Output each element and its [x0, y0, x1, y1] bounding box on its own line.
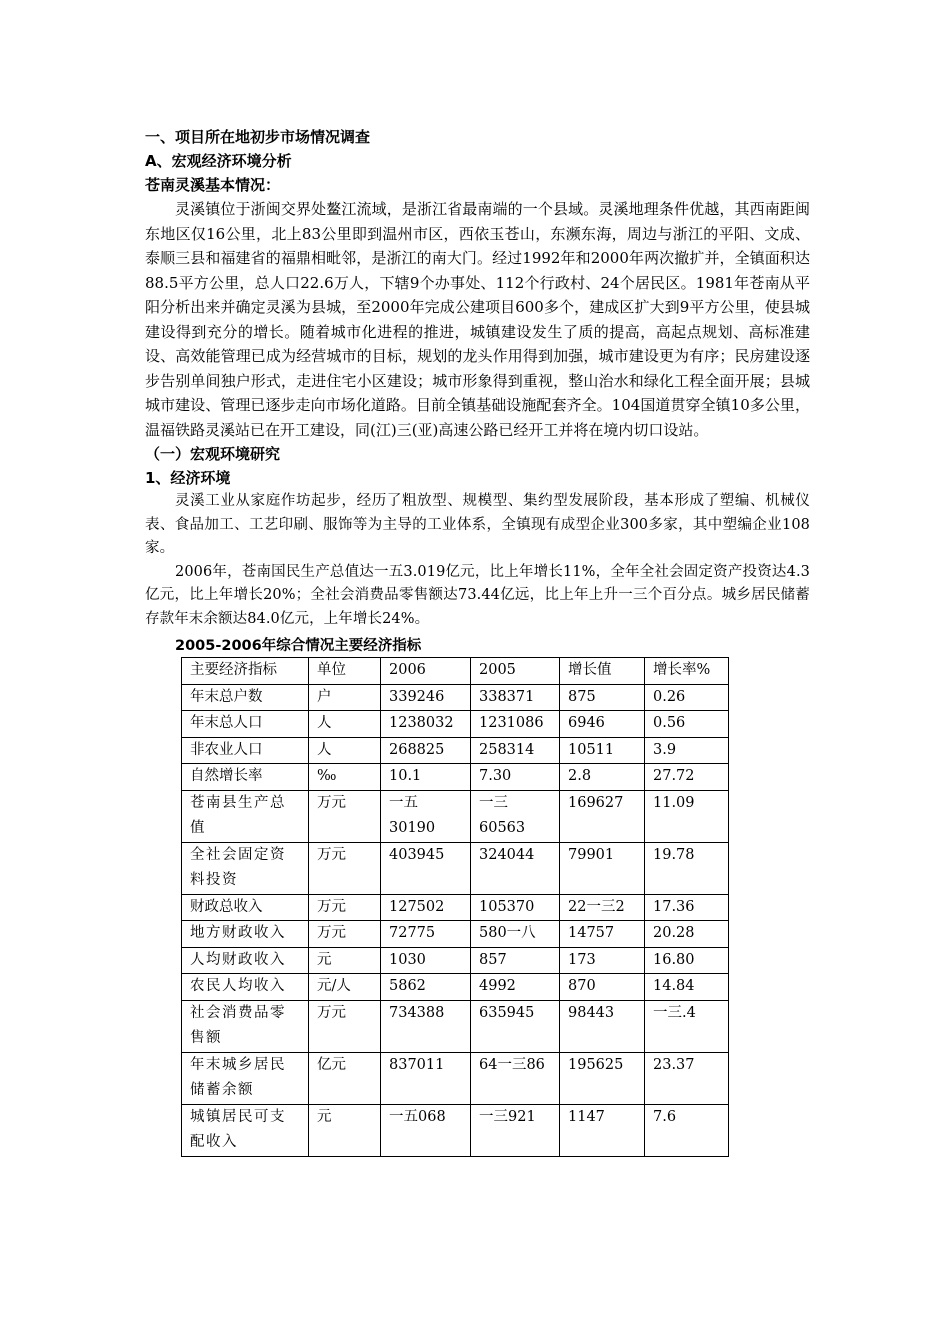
- table-cell: 127502: [381, 894, 471, 921]
- table-cell: 1238032: [381, 711, 471, 738]
- table-cell: 72775: [381, 921, 471, 948]
- table-cell: 11.09: [645, 790, 729, 842]
- table-cell: 195625: [560, 1052, 645, 1104]
- table-cell: 870: [560, 974, 645, 1001]
- table-cell: 万元: [309, 842, 381, 894]
- table-cell: 一五30190: [381, 790, 471, 842]
- table-cell: 635945: [471, 1000, 560, 1052]
- table-row: [182, 921, 729, 948]
- table-cell: 734388: [381, 1000, 471, 1052]
- table-cell: 人均财政收入: [182, 947, 309, 974]
- table-cell: 财政总收入: [182, 894, 309, 921]
- table-header-cell: 增长值: [560, 658, 645, 685]
- table-cell: 0.56: [645, 711, 729, 738]
- table-cell: 农民人均收入: [182, 974, 309, 1001]
- table-row: [182, 974, 729, 1001]
- table-cell: 万元: [309, 790, 381, 842]
- table-cell: ‰: [309, 764, 381, 791]
- table-cell: 23.37: [645, 1052, 729, 1104]
- table-row: [182, 947, 729, 974]
- table-cell: 27.72: [645, 764, 729, 791]
- table-cell: 社会消费品零售额: [182, 1000, 309, 1052]
- table-cell: 4992: [471, 974, 560, 1001]
- table-header-row: [182, 658, 729, 685]
- table-cell: 一三.4: [645, 1000, 729, 1052]
- table-cell: 7.30: [471, 764, 560, 791]
- table-cell: 0.26: [645, 684, 729, 711]
- table-header-cell: 主要经济指标: [182, 658, 309, 685]
- table-header-cell: 单位: [309, 658, 381, 685]
- table-cell: 105370: [471, 894, 560, 921]
- table-cell: 1147: [560, 1104, 645, 1156]
- table-cell: 857: [471, 947, 560, 974]
- table-cell: 10.1: [381, 764, 471, 791]
- table-cell: 户: [309, 684, 381, 711]
- table-cell: 亿元: [309, 1052, 381, 1104]
- table-cell: 一三60563: [471, 790, 560, 842]
- table-cell: 元/人: [309, 974, 381, 1001]
- table-cell: 自然增长率: [182, 764, 309, 791]
- table-cell: 875: [560, 684, 645, 711]
- table-header-cell: 2005: [471, 658, 560, 685]
- table-cell: 98443: [560, 1000, 645, 1052]
- intro-paragraph: 灵溪镇位于浙闽交界处鳌江流域，是浙江省最南端的一个县域。灵溪地理条件优越，其西南距闽东地区仅16公里，北上83公里即到温州市区，西依玉苍山，东濒东海，周边与浙江的平阳、文成、泰顺三县和福建省的福鼎相毗邻，是浙江的南大门。经过1992年和2000年两次撤扩并，全镇面积达88.5平方公里，总人口22.6万人，下辖9个办事处、112个行政村、24个居民区。1981年苍南从平阳分析出来并确定灵溪为县城，至2000年完成公建项目600多个，建成区扩大到9平方公里，使县城建设得到充分的增长。随着城市化进程的推进，城镇建设发生了质的提高，高起点规划、高标准建设、高效能管理已成为经营城市的目标，规划的龙头作用得到加强，城市建设更为有序；民房建设逐步告别单间独户形式，走进住宅小区建设；城市形象得到重视，整山治水和绿化工程全面开展；县城城市建设、管理已逐步走向市场化道路。目前全镇基础设施配套齐全。104国道贯穿全镇10多公里，温福铁路灵溪站已在开工建设，同(江)三(亚)高速公路已经开工并将在境内切口设站。: [145, 200, 810, 439]
- table-row: [182, 764, 729, 791]
- table-cell: 169627: [560, 790, 645, 842]
- table-row: [182, 842, 729, 894]
- table-caption: 2005-2006年综合情况主要经济指标: [175, 638, 422, 654]
- table-cell: 城镇居民可支配收入: [182, 1104, 309, 1156]
- table-row: [182, 684, 729, 711]
- table-cell: 非农业人口: [182, 737, 309, 764]
- table-cell: 20.28: [645, 921, 729, 948]
- table-cell: 16.80: [645, 947, 729, 974]
- table-cell: 14757: [560, 921, 645, 948]
- table-row: [182, 737, 729, 764]
- table-cell: 地方财政收入: [182, 921, 309, 948]
- table-cell: 人: [309, 711, 381, 738]
- table-cell: 403945: [381, 842, 471, 894]
- table-cell: 19.78: [645, 842, 729, 894]
- table-cell: 年末总户数: [182, 684, 309, 711]
- table-cell: 苍南县生产总值: [182, 790, 309, 842]
- table-cell: 年末城乡居民储蓄余额: [182, 1052, 309, 1104]
- table-cell: 2.8: [560, 764, 645, 791]
- table-cell: 万元: [309, 921, 381, 948]
- table-row: [182, 790, 729, 842]
- table-cell: 324044: [471, 842, 560, 894]
- table-header-cell: 2006: [381, 658, 471, 685]
- table-row: [182, 894, 729, 921]
- table-cell: 元: [309, 1104, 381, 1156]
- table-cell: 1030: [381, 947, 471, 974]
- table-cell: 580一八: [471, 921, 560, 948]
- table-cell: 339246: [381, 684, 471, 711]
- table-row: [182, 1052, 729, 1104]
- table-header-cell: 增长率%: [645, 658, 729, 685]
- table-cell: 1231086: [471, 711, 560, 738]
- table-row: [182, 1000, 729, 1052]
- table-row: [182, 711, 729, 738]
- document-page: [145, 125, 810, 1157]
- study-heading: （一）宏观环境研究: [145, 445, 281, 463]
- table-cell: 万元: [309, 894, 381, 921]
- table-cell: 338371: [471, 684, 560, 711]
- table-cell: 173: [560, 947, 645, 974]
- table-cell: 一三921: [471, 1104, 560, 1156]
- economy-heading: 1、经济环境: [145, 469, 231, 487]
- table-cell: 人: [309, 737, 381, 764]
- table-cell: 万元: [309, 1000, 381, 1052]
- table-cell: 5862: [381, 974, 471, 1001]
- economic-indicators-table: [181, 657, 729, 1157]
- table-cell: 年末总人口: [182, 711, 309, 738]
- table-cell: 64一三86: [471, 1052, 560, 1104]
- table-cell: 6946: [560, 711, 645, 738]
- economy-paragraph: 2006年，苍南国民生产总值达一五3.019亿元，比上年增长11%，全年全社会固定资产投资达4.3亿元，比上年增长20%；全社会消费品零售额达73.44亿远，比上年上升一三个百分点。城乡居民储蓄存款年末余额达84.0亿元，上年增长24%。: [145, 563, 810, 627]
- table-cell: 全社会固定资料投资: [182, 842, 309, 894]
- table-cell: 3.9: [645, 737, 729, 764]
- table-cell: 17.36: [645, 894, 729, 921]
- table-cell: 79901: [560, 842, 645, 894]
- section-heading: 一、项目所在地初步市场情况调查: [145, 128, 371, 146]
- industry-paragraph: 灵溪工业从家庭作坊起步，经历了粗放型、规模型、集约型发展阶段，基本形成了塑编、机械仪表、食品加工、工艺印刷、服饰等为主导的工业体系，全镇现有成型企业300多家，其中塑编企业108家。: [145, 493, 810, 556]
- table-cell: 258314: [471, 737, 560, 764]
- table-row: [182, 1104, 729, 1156]
- table-cell: 14.84: [645, 974, 729, 1001]
- topic-heading: 苍南灵溪基本情况：: [145, 176, 281, 194]
- table-cell: 268825: [381, 737, 471, 764]
- table-cell: 一五068: [381, 1104, 471, 1156]
- table-cell: 元: [309, 947, 381, 974]
- table-cell: 22一三2: [560, 894, 645, 921]
- subsection-heading: A、宏观经济环境分析: [145, 152, 292, 170]
- table-cell: 7.6: [645, 1104, 729, 1156]
- table-cell: 837011: [381, 1052, 471, 1104]
- table-cell: 10511: [560, 737, 645, 764]
